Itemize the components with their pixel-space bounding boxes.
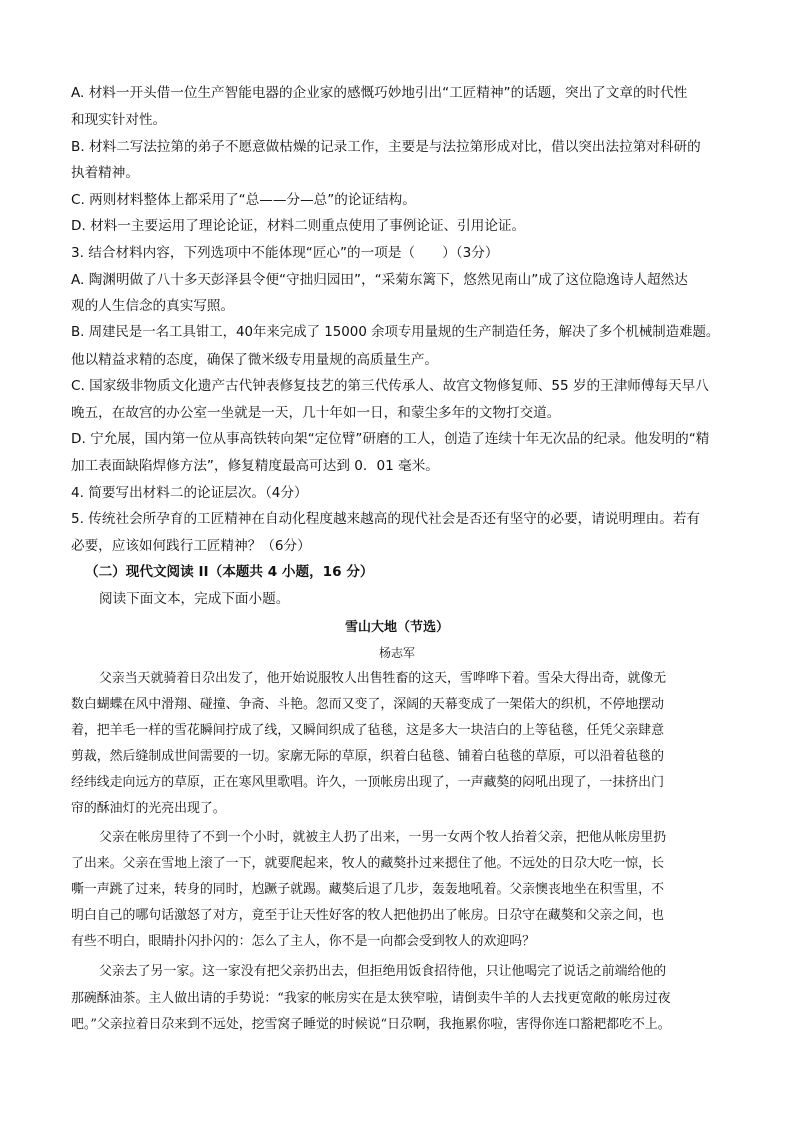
article-p1-line: 帘的酥油灯的光亮出现了。 <box>71 801 226 816</box>
article-title: 雪山大地（节选） <box>344 620 449 635</box>
q3-option-b-line2: 他以精益求精的态度，确保了微米级专用量规的高质量生产。 <box>71 352 439 368</box>
q3-option-d-line1: D. 宁允展，国内第一位从事高铁转向架“定位臂”研磨的工人，创造了连续十年无次品的纪录。他发明的“精 <box>71 431 710 447</box>
q2-option-d: D. 材料一主要运用了理论论证，材料二则重点使用了事例论证、引用论证。 <box>71 218 526 234</box>
article-p1-line: 经纬线走向远方的草原，正在寒风里歌唱。许久，一顶帐房出现了，一声藏獒的闷吼出现了，一抹挤出门 <box>71 775 664 790</box>
article-p2-line: 嘶一声跳了过来，转身的同时，尥蹶子就踢。藏獒后退了几步，轰轰地吼着。父亲懊丧地坐在积雪里，不 <box>71 882 664 897</box>
article-p1-line: 剪裁，然后缝制成世间需要的一切。家廓无际的草原，织着白毡毯、铺着白毡毯的草原，可以沿着毡毯的 <box>71 749 664 764</box>
q3-option-a-line1: A. 陶渊明做了八十多天彭泽县令便“守拙归园田”，“采菊东篱下，悠然见南山”成了这位隐逸诗人超然达 <box>71 272 688 288</box>
article-p1-line: 父亲当天就骑着日尕出发了，他开始说服牧人出售牲畜的这天，雪哗哗下着。雪朵大得出奇，就像无 <box>99 671 667 686</box>
q3-option-d-line2: 加工表面缺陷焊修方法”，修复精度最高可达到 0．01 毫米。 <box>71 458 439 474</box>
q5-line2: 必要，应该如何践行工匠精神？（6分） <box>71 538 311 554</box>
q3-option-c-line2: 晚五，在故宫的办公室一坐就是一天，几十年如一日，和蒙尘多年的文物打交道。 <box>71 405 561 421</box>
q2-option-b-line2: 执着精神。 <box>71 165 139 181</box>
q2-option-c: C. 两则材料整体上都采用了“总——分—总”的论证结构。 <box>71 192 416 208</box>
q2-option-a-line2: 和现实针对性。 <box>71 112 167 128</box>
article-p1-line: 数白蝴蝶在风中滑翔、碰撞、争斋、斗艳。忽而又变了，深阔的天幕变成了一架偌大的织机，不停地摆动 <box>71 697 664 712</box>
article-p1-line: 着，把羊毛一样的雪花瞬间拧成了线，又瞬间织成了毡毯，这是多大一块洁白的上等毡毯，任凭父亲肆意 <box>71 723 664 738</box>
article-p2-line: 了出来。父亲在雪地上滚了一下，就要爬起来，牧人的藏獒扑过来摁住了他。不远处的日尕大吃一惊，长 <box>71 856 664 871</box>
q5-line1: 5. 传统社会所孕育的工匠精神在自动化程度越来越高的现代社会是否还有坚守的必要，请说明理由。若有 <box>71 511 701 527</box>
article-author: 杨志军 <box>378 646 415 660</box>
section2-heading: （二）现代文阅读 II（本题共 4 小题，16 分） <box>85 564 374 580</box>
q2-option-b-line1: B. 材料二写法拉第的弟子不愿意做枯燥的记录工作，主要是与法拉第形成对比，借以突出法拉第对科研的 <box>71 139 701 155</box>
article-p2-line: 有些不明白，眼睛扑闪扑闪的：怎么了主人，你不是一向都会受到牧人的欢迎吗？ <box>71 934 536 949</box>
article-p3-line: 那碗酥油茶。主人做出请的手势说：“我家的帐房实在是太狭窄啦，请倒卖牛羊的人去找更宽敞的帐房过夜 <box>71 991 671 1006</box>
article-p3-line: 父亲去了另一家。这一家没有把父亲扔出去，但拒绝用饭食招待他，只让他喝完了说话之前端给他的 <box>99 964 667 979</box>
article-p2-line: 明白自己的哪句话激怒了对方，竟至于让天性好客的牧人把他扔出了帐房。日尕守在藏獒和父亲之间，也 <box>71 908 664 923</box>
q2-option-a-line1: A. 材料一开头借一位生产智能电器的企业家的感慨巧妙地引出“工匠精神”的话题，突出了文章的时代性 <box>71 85 688 101</box>
q3-option-a-line2: 观的人生信念的真实写照。 <box>71 298 235 314</box>
q3-option-c-line1: C. 国家级非物质文化遗产古代钟表修复技艺的第三代传承人、故宫文物修复师、55 岁的王津师傅每天早八 <box>71 378 709 394</box>
article-p2-line: 父亲在帐房里待了不到一个小时，就被主人扔了出来，一男一女两个牧人抬着父亲，把他从帐房里扔 <box>99 830 667 845</box>
q3-option-b-line1: B. 周建民是一名工具钳工，40年来完成了 15000 余项专用量规的生产制造任务，解决了多个机械制造难题。 <box>71 325 720 340</box>
section2-instruction: 阅读下面文本，完成下面小题。 <box>99 591 290 607</box>
q4: 4. 简要写出材料二的论证层次。（4分） <box>71 485 308 501</box>
article-p3-line: 吧。”父亲拉着日尕来到不远处，挖雪窝子睡觉的时候说“日尕啊，我拖累你啦，害得你连口豁耙都吃不上。 <box>71 1017 671 1032</box>
q3-stem: 3. 结合材料内容，下列选项中不能体现“匠心”的一项是（ ）（3分） <box>71 245 499 261</box>
